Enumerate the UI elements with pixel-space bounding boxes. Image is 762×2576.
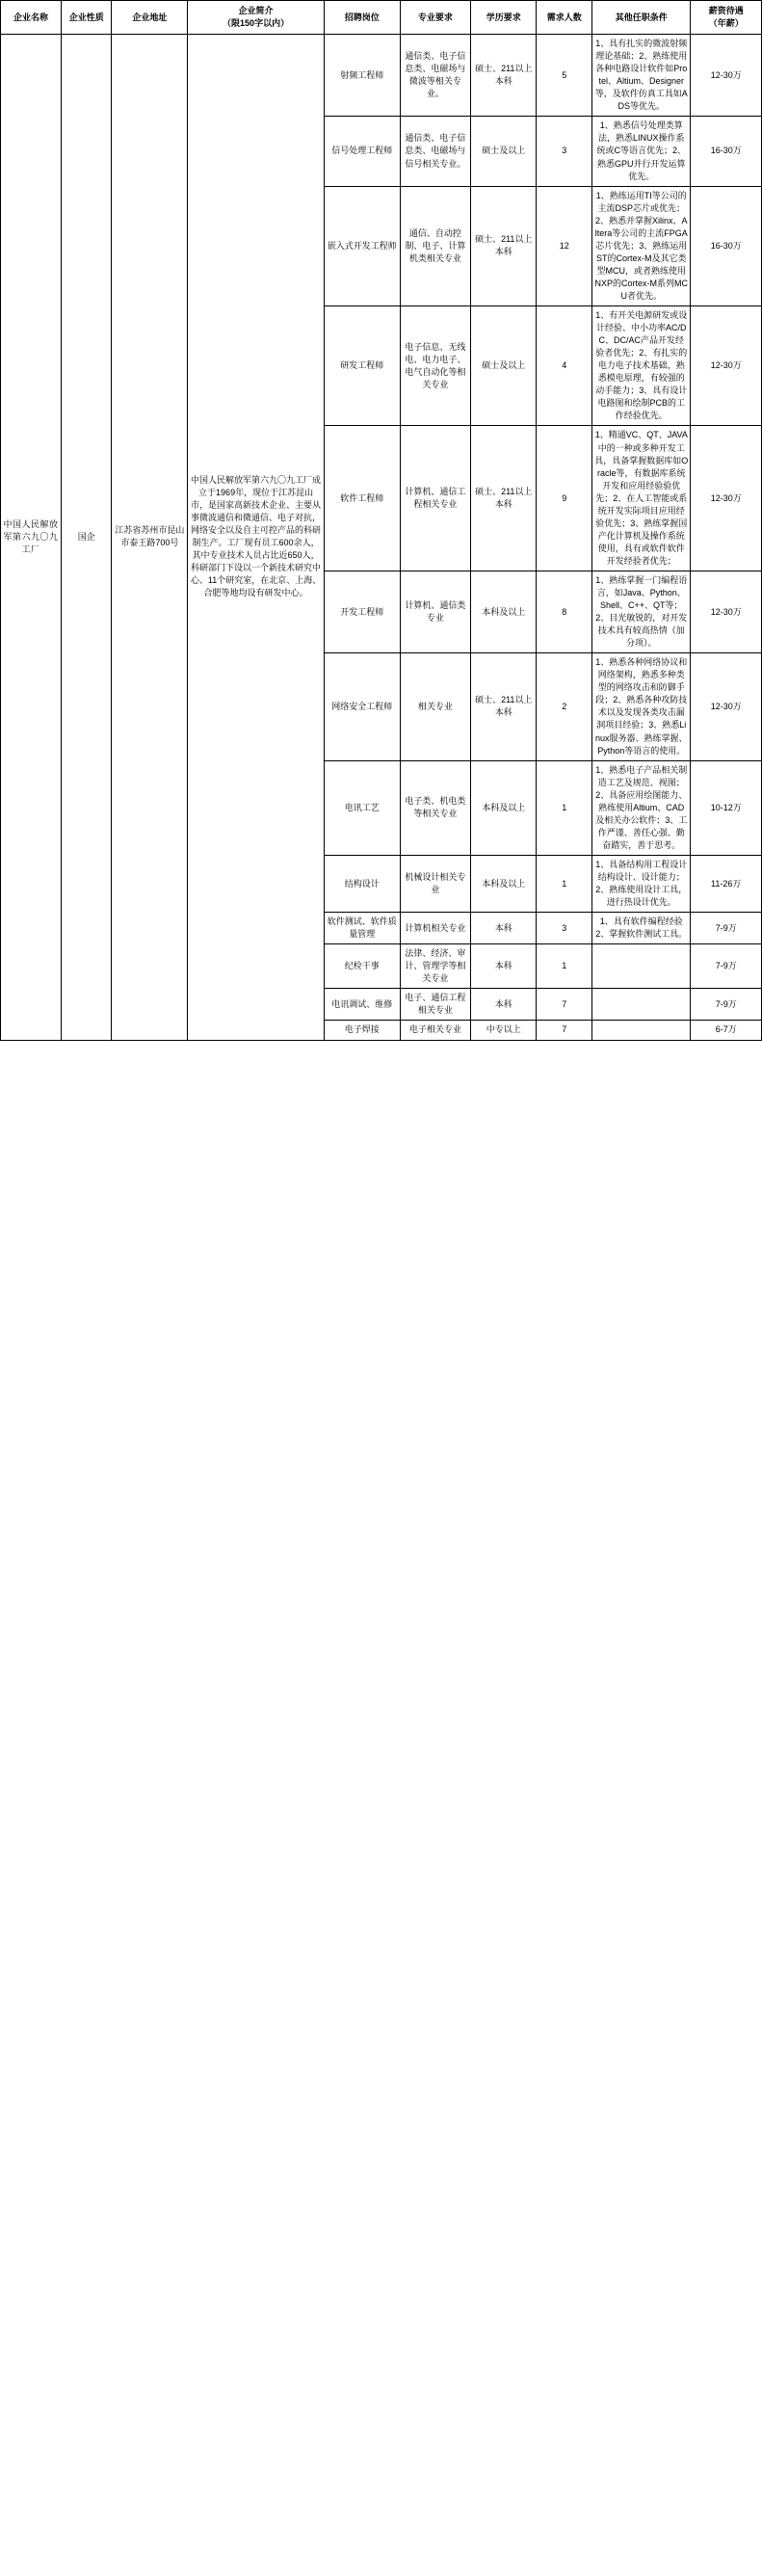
salary-cell: 12-30万 bbox=[691, 426, 762, 571]
job-post-cell: 结构设计 bbox=[324, 855, 400, 912]
major-requirement-cell: 计算机、通信工程相关专业 bbox=[400, 426, 470, 571]
salary-cell: 7-9万 bbox=[691, 989, 762, 1021]
salary-cell: 7-9万 bbox=[691, 944, 762, 989]
job-post-cell: 软件工程师 bbox=[324, 426, 400, 571]
major-requirement-cell: 法律、经济、审计、管理学等相关专业 bbox=[400, 944, 470, 989]
other-conditions-cell bbox=[592, 989, 691, 1021]
major-requirement-cell: 电子类、机电类等相关专业 bbox=[400, 760, 470, 855]
major-requirement-cell: 计算机、通信类专业 bbox=[400, 571, 470, 652]
company-intro-cell: 中国人民解放军第六九〇九工厂成立于1969年，现位于江苏昆山市，是国家高新技术企业、主要从事微波通信和微通信、电子对抗，网络安全以及自主可控产品的科研制生产。工厂现有员工600余人，其中专业技术人员占比近650人，科研部门下设以一个新技术研究中心、11个研究室，在北京、上海、合肥等地均设有研发中心。 bbox=[188, 35, 325, 1040]
job-post-cell: 电讯工艺 bbox=[324, 760, 400, 855]
other-conditions-cell: 1、有开关电源研发或设计经验、中小功率AC/DC、DC/AC产品开发经验者优先；2、有扎实的电力电子技术基础，熟悉模电原理，有较强的动手能力；3、具有设计电路图和绘制PCB的工作经验优先。 bbox=[592, 306, 691, 426]
job-post-cell: 信号处理工程师 bbox=[324, 117, 400, 186]
other-conditions-cell: 1、熟悉各种网络协议和网络架构，熟悉多种类型的网络攻击和防御手段；2、熟悉各种攻防技术以及发现各类攻击漏洞项目经验；3、熟悉Linux服务器、熟练掌握、Python等语言的使用。 bbox=[592, 653, 691, 760]
job-listing-table bbox=[0, 0, 762, 1041]
education-requirement-cell: 本科及以上 bbox=[471, 855, 537, 912]
salary-cell: 10-12万 bbox=[691, 760, 762, 855]
table-row bbox=[1, 35, 762, 117]
headcount-cell: 3 bbox=[537, 117, 592, 186]
headcount-cell: 1 bbox=[537, 944, 592, 989]
salary-cell: 11-26万 bbox=[691, 855, 762, 912]
education-requirement-cell: 硕士及以上 bbox=[471, 117, 537, 186]
salary-cell: 12-30万 bbox=[691, 571, 762, 652]
job-post-cell: 开发工程师 bbox=[324, 571, 400, 652]
job-post-cell: 网络安全工程师 bbox=[324, 653, 400, 760]
education-requirement-cell: 本科 bbox=[471, 944, 537, 989]
education-requirement-cell: 硕士及以上 bbox=[471, 306, 537, 426]
major-requirement-cell: 机械设计相关专业 bbox=[400, 855, 470, 912]
table-header-row bbox=[1, 1, 762, 35]
headcount-cell: 4 bbox=[537, 306, 592, 426]
job-post-cell: 纪检干事 bbox=[324, 944, 400, 989]
salary-cell: 7-9万 bbox=[691, 913, 762, 944]
headcount-cell: 7 bbox=[537, 1021, 592, 1040]
header-headcount: 需求人数 bbox=[537, 1, 592, 35]
headcount-cell: 2 bbox=[537, 653, 592, 760]
major-requirement-cell: 通信、自动控制、电子、计算机类相关专业 bbox=[400, 186, 470, 305]
major-requirement-cell: 电子、通信工程相关专业 bbox=[400, 989, 470, 1021]
education-requirement-cell: 中专以上 bbox=[471, 1021, 537, 1040]
major-requirement-cell: 通信类、电子信息类、电磁场与信号相关专业。 bbox=[400, 117, 470, 186]
salary-cell: 6-7万 bbox=[691, 1021, 762, 1040]
other-conditions-cell: 1、具有扎实的微波射频理论基础；2、熟练使用各种电路设计软件如Protel、Altium、Designer等，及软件仿真工具如ADS等优先。 bbox=[592, 35, 691, 117]
major-requirement-cell: 相关专业 bbox=[400, 653, 470, 760]
education-requirement-cell: 本科及以上 bbox=[471, 760, 537, 855]
company-nature-cell: 国企 bbox=[61, 35, 111, 1040]
salary-cell: 12-30万 bbox=[691, 653, 762, 760]
job-post-cell: 研发工程师 bbox=[324, 306, 400, 426]
company-address-cell: 江苏省苏州市昆山市泰王路700号 bbox=[112, 35, 188, 1040]
headcount-cell: 8 bbox=[537, 571, 592, 652]
other-conditions-cell: 1、熟练掌握一门编程语言，如Java、Python、Shell、C++、QT等；2、目光敏锐的，对开发技术具有较高热情（加分项）。 bbox=[592, 571, 691, 652]
education-requirement-cell: 硕士、211以上本科 bbox=[471, 35, 537, 117]
job-post-cell: 电子焊接 bbox=[324, 1021, 400, 1040]
education-requirement-cell: 本科 bbox=[471, 989, 537, 1021]
other-conditions-cell bbox=[592, 944, 691, 989]
header-company-name: 企业名称 bbox=[1, 1, 62, 35]
salary-cell: 12-30万 bbox=[691, 35, 762, 117]
other-conditions-cell: 1、精通VC、QT、JAVA中的一种或多种开发工具，具备掌握数据库如Oracle等，有数据库系统开发和应用经验验优先；2、在人工智能或系统开发实际项目应用经验优先；3、熟练掌握国产化计算机及操作系统使用，具有或软件软件开发经验者优先； bbox=[592, 426, 691, 571]
job-post-cell: 电讯调试、维修 bbox=[324, 989, 400, 1021]
education-requirement-cell: 本科及以上 bbox=[471, 571, 537, 652]
header-company-intro: 企业简介 （限150字以内） bbox=[188, 1, 325, 35]
education-requirement-cell: 硕士、211以上本科 bbox=[471, 653, 537, 760]
education-requirement-cell: 硕士、211以上本科 bbox=[471, 186, 537, 305]
job-post-cell: 射频工程师 bbox=[324, 35, 400, 117]
header-other-conditions: 其他任职条件 bbox=[592, 1, 691, 35]
other-conditions-cell: 1、熟悉信号处理类算法，熟悉LINUX操作系统或C等语言优先；2、熟悉GPU并行开发运算优先。 bbox=[592, 117, 691, 186]
job-post-cell: 嵌入式开发工程师 bbox=[324, 186, 400, 305]
header-company-address: 企业地址 bbox=[112, 1, 188, 35]
other-conditions-cell: 1、熟练运用TI等公司的主流DSP芯片或优先；2、熟悉并掌握Xilinx、Altera等公司的主流FPGA芯片优先；3、熟练运用ST的Cortex-M及其它类型MCU，或者熟练使用NXP的Cortex-M系列MCU者优先。 bbox=[592, 186, 691, 305]
other-conditions-cell: 1、熟悉电子产品相关制造工艺及规范、视图；2、具备应用绘图能力、熟练使用Altium、CAD及相关办公软件；3、工作严谨、善任心强、勤奋踏实，善于思考。 bbox=[592, 760, 691, 855]
salary-cell: 16-30万 bbox=[691, 186, 762, 305]
headcount-cell: 1 bbox=[537, 855, 592, 912]
header-job-post: 招聘岗位 bbox=[324, 1, 400, 35]
headcount-cell: 1 bbox=[537, 760, 592, 855]
headcount-cell: 7 bbox=[537, 989, 592, 1021]
header-company-nature: 企业性质 bbox=[61, 1, 111, 35]
header-education-requirement: 学历要求 bbox=[471, 1, 537, 35]
education-requirement-cell: 硕士、211以上本科 bbox=[471, 426, 537, 571]
education-requirement-cell: 本科 bbox=[471, 913, 537, 944]
headcount-cell: 3 bbox=[537, 913, 592, 944]
other-conditions-cell: 1、具备结构用工程设计结构设计、设计能力；2、熟练使用设计工具，进行热设计优先。 bbox=[592, 855, 691, 912]
major-requirement-cell: 通信类、电子信息类、电磁场与微波等相关专业。 bbox=[400, 35, 470, 117]
header-salary: 薪资待遇 （年薪） bbox=[691, 1, 762, 35]
headcount-cell: 9 bbox=[537, 426, 592, 571]
major-requirement-cell: 电子信息、无线电、电力电子、电气自动化等相关专业 bbox=[400, 306, 470, 426]
major-requirement-cell: 电子相关专业 bbox=[400, 1021, 470, 1040]
salary-cell: 16-30万 bbox=[691, 117, 762, 186]
header-major-requirement: 专业要求 bbox=[400, 1, 470, 35]
company-name-cell: 中国人民解放军第六九〇九工厂 bbox=[1, 35, 62, 1040]
headcount-cell: 12 bbox=[537, 186, 592, 305]
major-requirement-cell: 计算机相关专业 bbox=[400, 913, 470, 944]
salary-cell: 12-30万 bbox=[691, 306, 762, 426]
job-post-cell: 软件测试、软件质量管理 bbox=[324, 913, 400, 944]
other-conditions-cell bbox=[592, 1021, 691, 1040]
headcount-cell: 5 bbox=[537, 35, 592, 117]
other-conditions-cell: 1、具有软件编程经验2、掌握软件测试工具。 bbox=[592, 913, 691, 944]
